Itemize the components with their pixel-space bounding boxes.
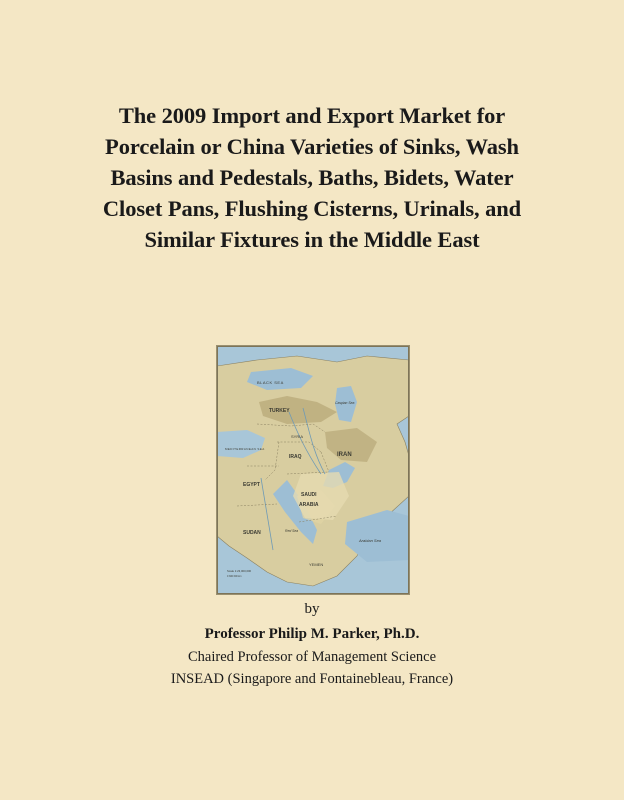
svg-text:ARABIA: ARABIA (299, 502, 319, 508)
svg-text:MEDITERRANEAN SEA: MEDITERRANEAN SEA (225, 447, 265, 451)
title-line-1: The 2009 Import and Export Market for (118, 103, 506, 128)
title-line-4: Closet Pans, Flushing Cisterns, Urinals, and (102, 196, 522, 221)
affiliation-line-1: Chaired Professor of Management Science (187, 649, 437, 665)
page-title (62, 100, 562, 255)
by-label: by (304, 601, 320, 617)
byline (62, 598, 562, 690)
svg-text:YEMEN: YEMEN (309, 562, 324, 567)
svg-text:Caspian Sea: Caspian Sea (335, 401, 355, 405)
svg-text:Scale 1:23,000,000: Scale 1:23,000,000 (227, 569, 252, 573)
svg-text:0 300 600 km: 0 300 600 km (227, 575, 242, 578)
svg-text:Red Sea: Red Sea (285, 529, 299, 533)
author-name: Professor Philip M. Parker, Ph.D. (204, 626, 420, 642)
svg-text:EGYPT: EGYPT (243, 482, 260, 488)
svg-text:IRAN: IRAN (337, 452, 352, 458)
svg-text:Arabian Sea: Arabian Sea (359, 538, 382, 543)
title-line-2: Porcelain or China Varieties of Sinks, Wash (105, 134, 519, 159)
map-illustration (217, 346, 409, 594)
svg-text:IRAQ: IRAQ (289, 454, 302, 460)
svg-text:SUDAN: SUDAN (243, 530, 261, 536)
middle-east-map (216, 345, 410, 595)
affiliation-line-2: INSEAD (Singapore and Fontainebleau, France) (170, 671, 454, 687)
title-line-5: Similar Fixtures in the Middle East (144, 227, 480, 252)
svg-text:TURKEY: TURKEY (269, 408, 290, 414)
svg-text:BLACK SEA: BLACK SEA (257, 380, 284, 385)
title-line-3: Basins and Pedestals, Baths, Bidets, Water (110, 165, 514, 190)
svg-text:SAUDI: SAUDI (301, 492, 317, 498)
svg-text:SYRIA: SYRIA (291, 434, 304, 439)
